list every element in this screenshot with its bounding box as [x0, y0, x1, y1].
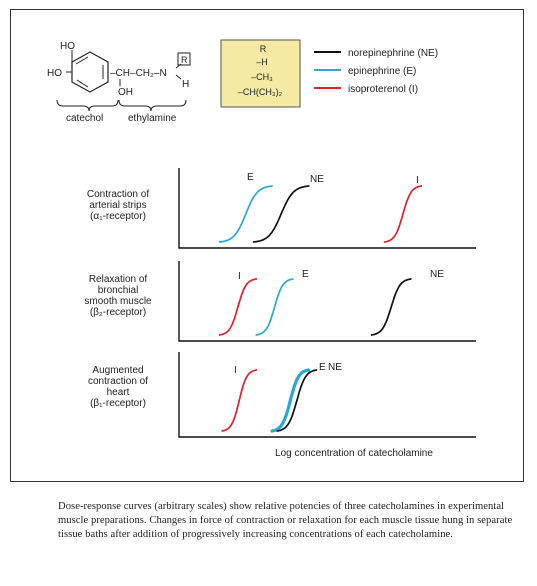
curve-label-ne: NE — [328, 362, 342, 373]
legend-label-0: norepinephrine (NE) — [348, 48, 439, 59]
hydroxyl-left-label: HO — [47, 68, 62, 79]
curve-label-i: I — [238, 271, 241, 282]
panel-label-line: Contraction of — [86, 189, 150, 200]
curve-label-e: E — [319, 362, 326, 373]
panel-label-line: (β₁-receptor) — [90, 398, 146, 409]
side-chain-label: –CH–CH₂–N — [110, 68, 167, 79]
r-table-row-isopropyl: –CH(CH₃)₂ — [237, 87, 283, 97]
catechol-brace — [57, 100, 118, 111]
x-axis-label: Log concentration of catecholamine — [275, 448, 433, 459]
curve-label-ne: NE — [430, 269, 444, 280]
panel-2 — [88, 352, 476, 437]
panel-label-line: (β₂-receptor) — [89, 307, 147, 318]
hydroxyl-chain-label: OH — [118, 87, 133, 98]
curve-label-i: I — [416, 175, 419, 186]
ethylamine-label: ethylamine — [128, 113, 177, 124]
panel-0 — [87, 168, 476, 248]
panel-1 — [84, 261, 476, 341]
r-substituent-table — [221, 40, 300, 107]
catecholamine-structure — [47, 41, 190, 124]
panel-axes — [179, 168, 476, 248]
legend — [314, 48, 438, 95]
curve-label-e: E — [247, 172, 254, 183]
curve-label-ne: NE — [310, 174, 324, 185]
curve-ne — [254, 186, 309, 242]
panel-label-line: smooth muscle — [84, 296, 152, 307]
panel-label-line: bronchial — [97, 285, 139, 296]
curve-i — [222, 370, 256, 431]
figure-caption: Dose-response curves (arbitrary scales) show relative potencies of three catecholamines in experimental muscle preparations. Changes in force of contraction or relaxation for each muscle tissue hung in separate tissue baths after addition of progressively increasing concentrations of each catecholamine. — [58, 501, 513, 540]
dose-response-panels — [84, 168, 476, 437]
legend-label-2: isoproterenol (I) — [348, 84, 419, 95]
curve-i — [220, 279, 257, 335]
curve-label-i: I — [234, 365, 237, 376]
curve-ne — [372, 279, 411, 335]
r-group-label: R — [181, 55, 188, 65]
panel-label-line: contraction of — [87, 376, 149, 387]
ring-double-bond — [76, 57, 88, 64]
panel-label-line: Augmented — [92, 365, 144, 376]
panel-label-line: Relaxation of — [88, 274, 148, 285]
r-table-row-ch3: –CH₃ — [251, 72, 273, 82]
panel-label-line: arterial strips — [89, 200, 147, 211]
hydroxyl-top-label: HO — [60, 41, 75, 52]
curve-label-e: E — [302, 269, 309, 280]
panel-label-line: (α₁-receptor) — [90, 211, 146, 222]
legend-label-1: epinephrine (E) — [348, 66, 417, 77]
panel-label-line: heart — [106, 387, 130, 398]
curve-e — [256, 279, 293, 335]
curve-e — [220, 186, 272, 242]
ethylamine-brace — [119, 100, 186, 111]
curve-i — [385, 186, 422, 242]
r-table-row-h: –H — [256, 57, 268, 67]
catechol-label: catechol — [66, 113, 104, 124]
r-table-header: R — [259, 44, 267, 54]
amine-hydrogen-label: H — [182, 79, 190, 90]
